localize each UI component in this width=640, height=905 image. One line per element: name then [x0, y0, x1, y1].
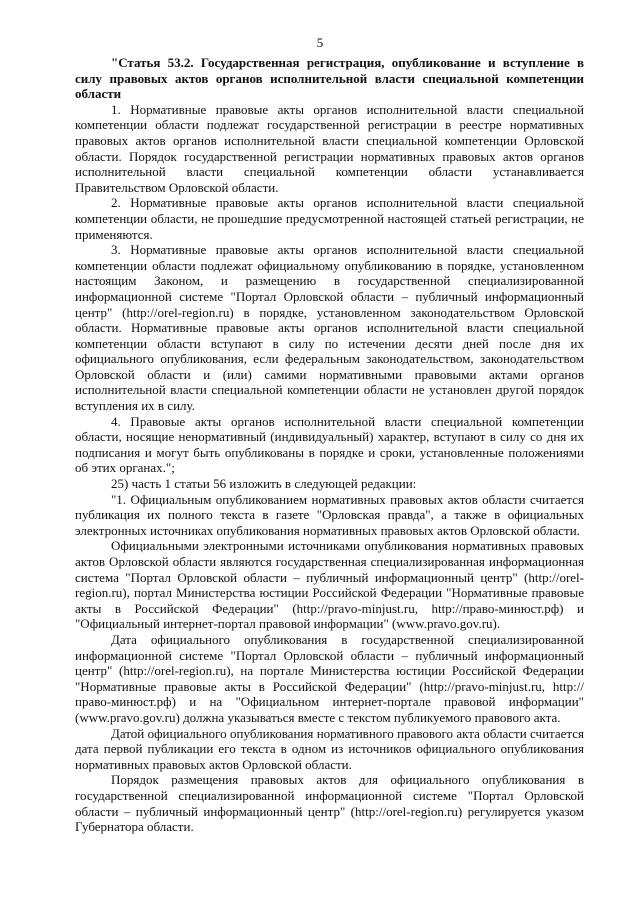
paragraph-6: "1. Официальным опубликованием нормативных правовых актов области считается публикация их полного текста в газете "Орловская правда", а также в официальных электронных источниках опубликования нормативных правовых актов Орловской области.	[75, 491, 584, 538]
paragraph-5: 25) часть 1 статьи 56 изложить в следующей редакции:	[111, 476, 417, 492]
document-body	[75, 55, 584, 835]
paragraph-2: 2. Нормативные правовые акты органов исполнительной власти специальной компетенции области, не прошедшие предусмотренной настоящей статьей регистрации, не применяются.	[75, 195, 584, 242]
paragraph-8: Дата официального опубликования в государственной специализированной информационной системе "Портал Орловской области – публичный информационный центр" (http://orel-region.ru), на портале Министерства юстиции Российской Федерации "Нормативные правовые акты в Российской Федерации" (http://pravo-minjust.ru, http://право-минюст.рф) и на "Официальном интернет-портале правовой информации" (www.pravo.gov.ru) должна указываться вместе с текстом публикуемого правового акта.	[75, 631, 584, 725]
paragraph-4: 4. Правовые акты органов исполнительной власти специальной компетенции области, носящие ненормативный (индивидуальный) характер, вступают в силу со дня их подписания и могут быть опубликованы в порядке и сроки, установленные положениями об этих органах.";	[75, 413, 584, 476]
paragraph-1: 1. Нормативные правовые акты органов исполнительной власти специальной компетенции области подлежат государственной регистрации в реестре нормативных правовых актов органов исполнительной власти специальной компетенции Орловской области. Порядок государственной регистрации нормативных правовых актов органов исполнительной власти специальной компетенции области устанавливается Правительством Орловской области.	[75, 101, 584, 195]
paragraph-7: Официальными электронными источниками опубликования нормативных правовых актов Орловской области являются государственная специализированная информационная система "Портал Орловской области – публичный информационный центр" (http://orel-region.ru), портал Министерства юстиции Российской Федерации "Нормативные правовые акты в Российской Федерации" (http://pravo-minjust.ru, http://право-минюст.рф) и "Официальный интернет-портал правовой информации" (www.pravo.gov.ru).	[75, 538, 584, 632]
paragraph-9: Датой официального опубликования нормативного правового акта области считается дата первой публикации его текста в одном из источников официального опубликования нормативных правовых актов Орловской области.	[75, 725, 584, 772]
paragraph-3: 3. Нормативные правовые акты органов исполнительной власти специальной компетенции области подлежат официальному опубликованию в порядке, установленном настоящим Законом, и размещению в государственной специализированной информационной системе "Портал Орловской области – публичный информационный центр" (http://orel-region.ru) в порядке, установленном законодательством Орловской области. Нормативные правовые акты органов исполнительной власти специальной компетенции области вступают в силу по истечении десяти дней после дня их официального опубликования, если федеральным законодательством, законодательством Орловской области и (или) самими нормативными правовыми актами органов исполнительной власти специальной компетенции области не установлен другой порядок вступления их в силу.	[75, 242, 584, 414]
page-number: 5	[316, 35, 324, 50]
paragraph-10: Порядок размещения правовых актов для официального опубликования в государственной специализированной информационной системе "Портал Орловской области – публичный информационный центр" (http://orel-region.ru) регулируется указом Губернатора области.	[75, 772, 584, 835]
article-heading: "Статья 53.2. Государственная регистрация, опубликование и вступление в силу правовых актов органов исполнительной власти специальной компетенции области	[75, 55, 584, 102]
